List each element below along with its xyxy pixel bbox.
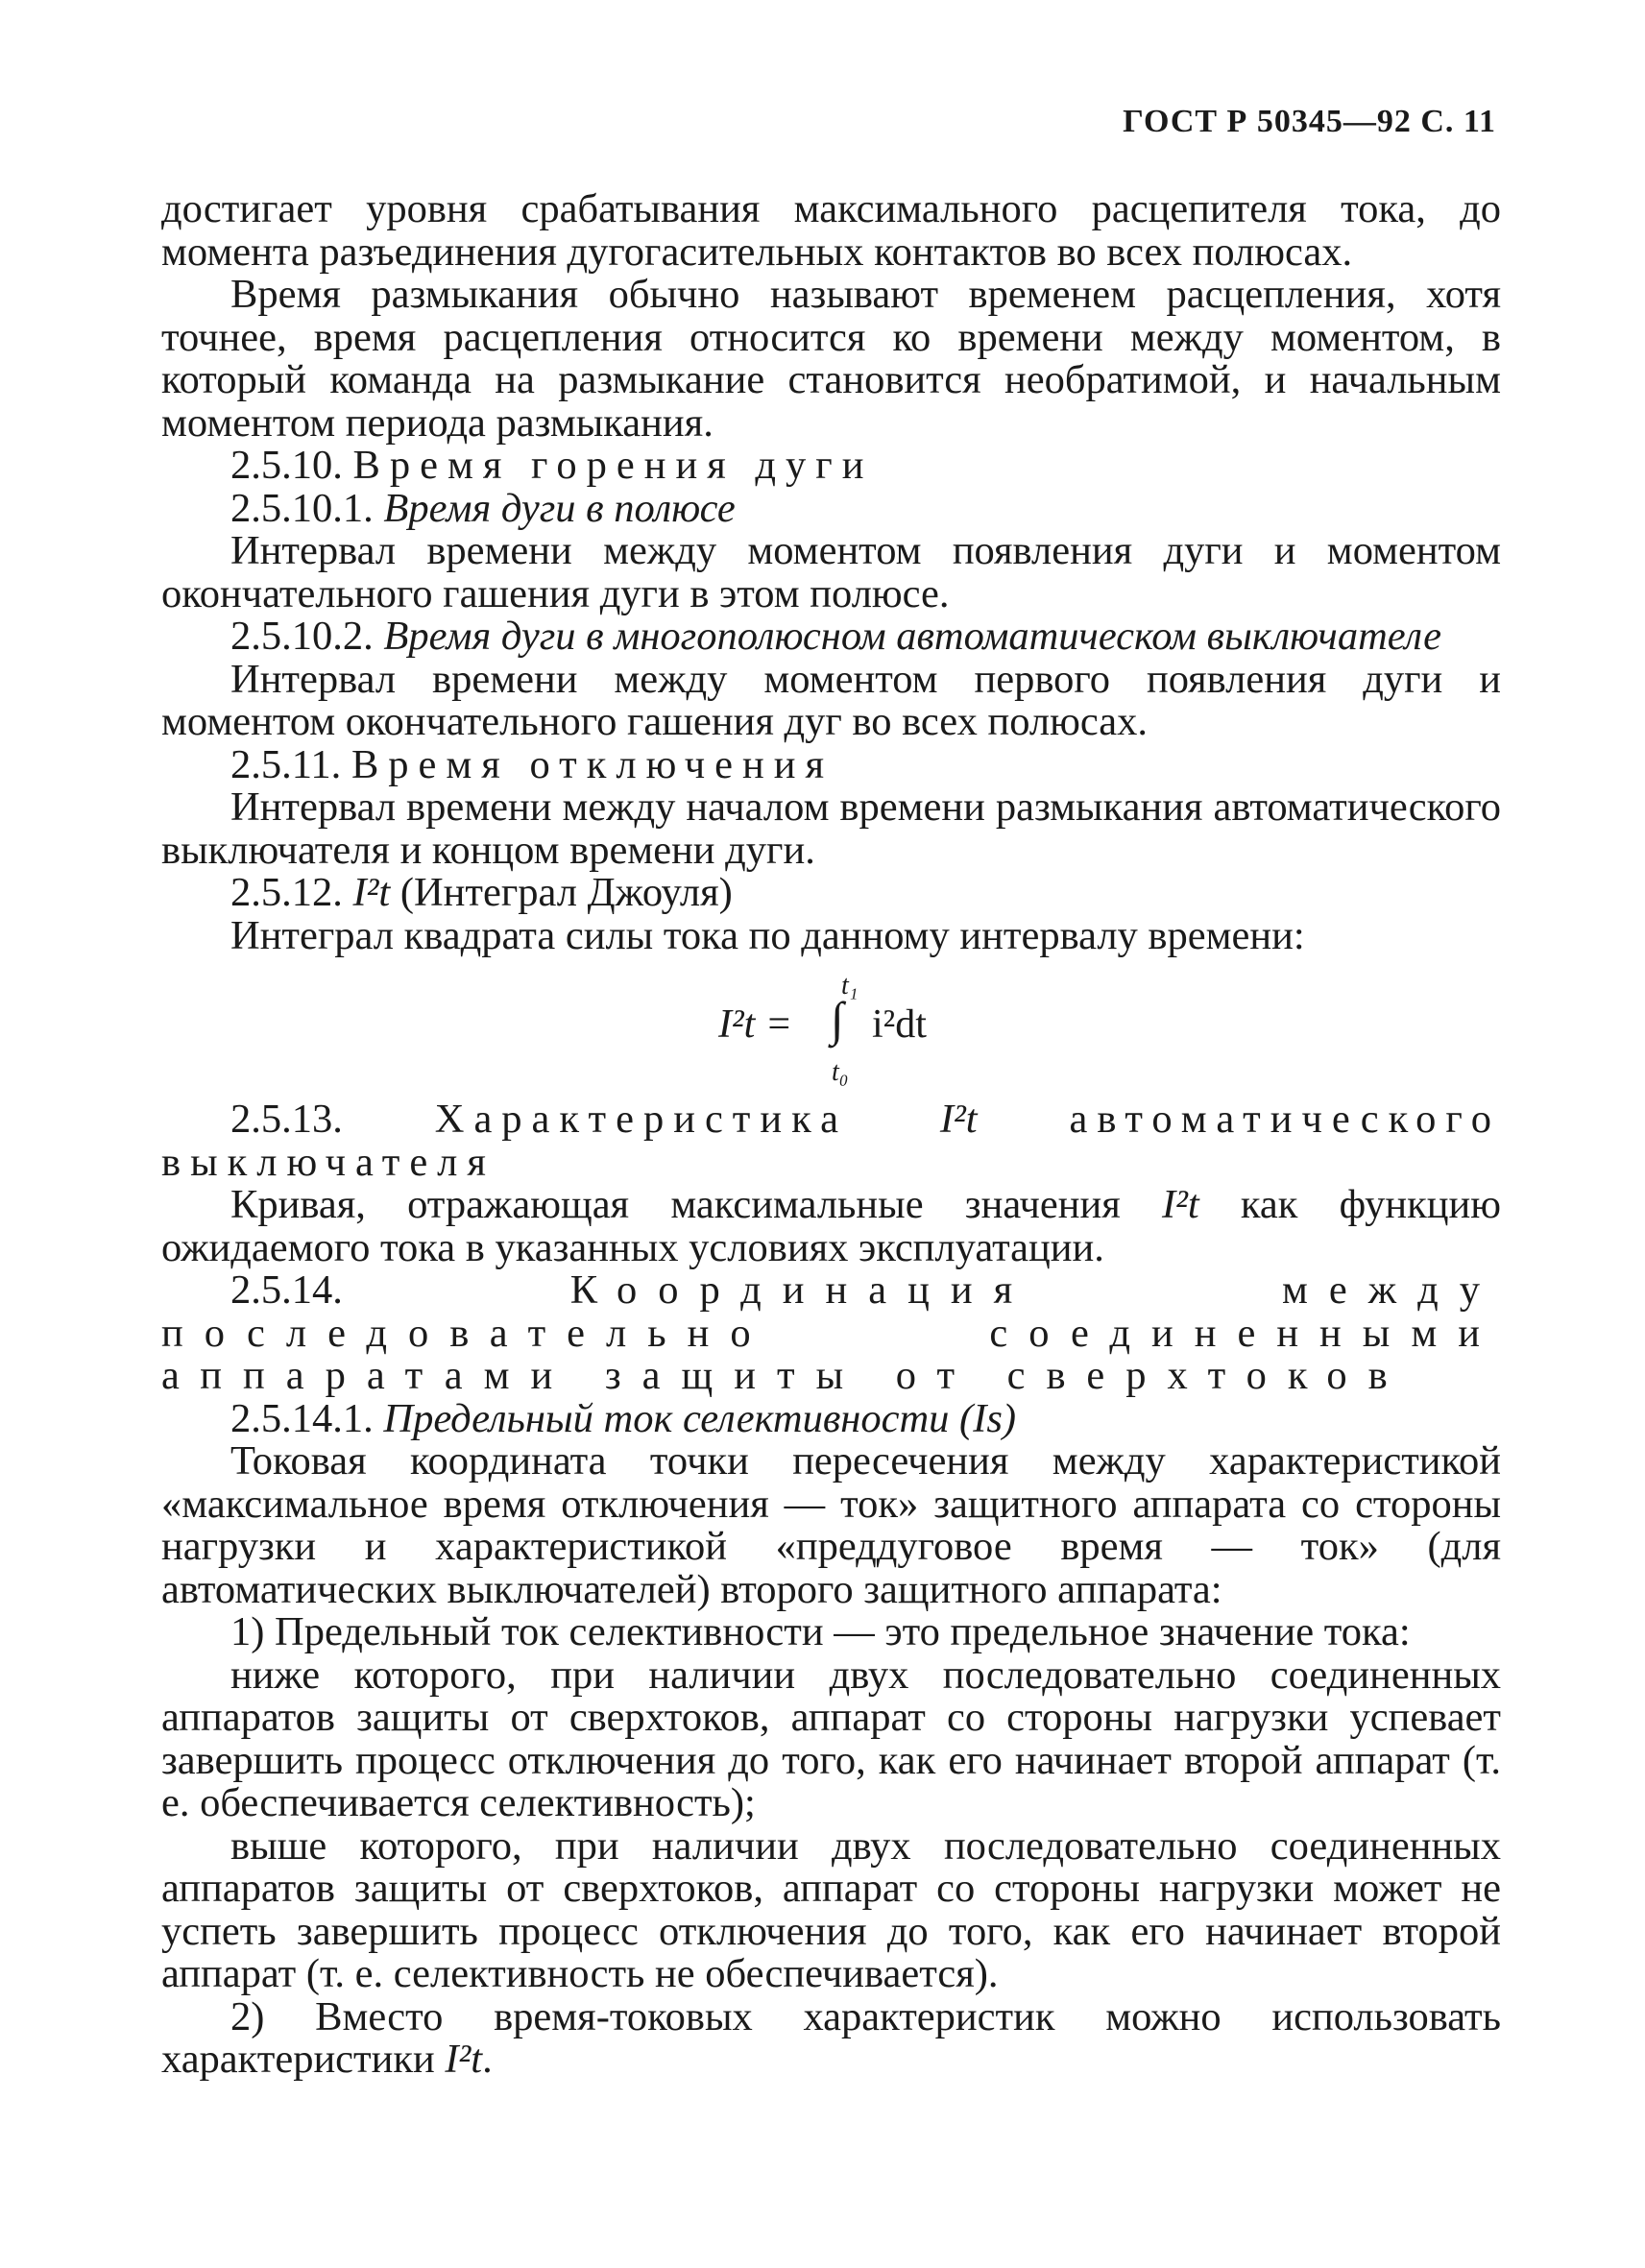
section-heading bbox=[161, 1269, 1501, 1398]
integral-sign: ∫ bbox=[831, 992, 844, 1046]
i2t-symbol: I²t bbox=[939, 1097, 978, 1142]
subsection-heading bbox=[161, 485, 1501, 531]
i2t-symbol: I²t bbox=[445, 2037, 483, 2082]
section-title: (Интеграл Джоуля) bbox=[399, 870, 733, 915]
paragraph: выше которого, при наличии двух последовательно соединенных аппаратов защиты от сверхтоков, аппарат со стороны нагрузки может не успеть завершить процесс отключения до того, как его начинает второй аппарат (т. е. селективность не обеспечивается). bbox=[161, 1822, 1501, 1996]
section-number: 2.5.14.1. bbox=[230, 1395, 374, 1441]
section-number: 2.5.14. bbox=[230, 1267, 343, 1313]
formula-rhs: i²dt bbox=[872, 1002, 927, 1047]
section-title: Время горения дуги bbox=[352, 443, 874, 488]
paragraph-text: 2) Вместо время-токовых характеристик можно использовать характеристики bbox=[161, 1993, 1501, 2082]
paragraph: 1) Предельный ток селективности — это предельное значение тока: bbox=[230, 1609, 1411, 1654]
i2t-symbol: I²t bbox=[352, 870, 391, 915]
joule-integral-formula bbox=[161, 963, 1501, 1093]
section-number: 2.5.10.1. bbox=[230, 485, 374, 531]
integral-lower-limit: t₀ bbox=[832, 1057, 849, 1087]
paragraph-text: Кривая, отражающая максимальные значения bbox=[230, 1182, 1121, 1227]
paragraph: Токовая координата точки пересечения между характеристикой «максимальное время отключения — ток» защитного аппарата со стороны нагрузки и характеристикой «преддуговое время — ток» (для автоматических выключателей) второго защитного аппарата: bbox=[161, 1438, 1501, 1612]
page-header: ГОСТ Р 50345—92 С. 11 bbox=[1123, 104, 1496, 139]
section-title: Время отключения bbox=[351, 741, 834, 787]
integral-upper-limit: t₁ bbox=[841, 971, 859, 1001]
paragraph-text: как функцию ожидаемого тока в указанных условиях эксплуатации. bbox=[161, 1182, 1501, 1270]
section-title: Время дуги в полюсе bbox=[383, 485, 736, 531]
section-title: Характеристика bbox=[434, 1097, 848, 1142]
section-heading bbox=[161, 1098, 1501, 1184]
paragraph: Интервал времени между началом времени размыкания автоматического выключателя и концом времени дуги. bbox=[161, 784, 1501, 873]
paragraph: Интеграл квадрата силы тока по данному интервалу времени: bbox=[230, 912, 1305, 958]
section-heading bbox=[161, 872, 1501, 915]
paragraph: Время размыкания обычно называют временем расцепления, хотя точнее, время расцепления относится ко времени между моментом, в который команда на размыкание становится необратимой, и начальным моментом периода размыкания. bbox=[161, 272, 1501, 446]
section-number: 2.5.13. bbox=[230, 1097, 343, 1142]
section-heading bbox=[161, 445, 1501, 488]
section-number: 2.5.10.2. bbox=[230, 614, 374, 659]
paragraph: достигает уровня срабатывания максимального расцепителя тока, до момента разъединения дугогасительных контактов во всех полюсах. bbox=[161, 186, 1501, 275]
section-title: Предельный ток селективности (Is) bbox=[383, 1395, 1017, 1441]
section-number: 2.5.12. bbox=[230, 870, 343, 915]
section-heading bbox=[161, 741, 1501, 787]
paragraph: ниже которого, при наличии двух последовательно соединенных аппаратов защиты от сверхтоков, аппарат со стороны нагрузки успевает завершить процесс отключения до того, как его начинает второй аппарат (т. е. обеспечивается селективность); bbox=[161, 1652, 1501, 1825]
formula-lhs: I²t = bbox=[718, 1002, 793, 1047]
section-title: автоматического выключателя bbox=[161, 1097, 1501, 1185]
section-title: Координация между последовательно соединенными аппаратами защиты от сверхтоков bbox=[161, 1267, 1501, 1398]
paragraph: Интервал времени между моментом первого появления дуги и моментом окончательного гашения дуг во всех полюсах. bbox=[161, 656, 1501, 744]
i2t-symbol: I²t bbox=[1161, 1182, 1199, 1227]
paragraph bbox=[161, 1993, 1501, 2082]
subsection-heading bbox=[161, 1395, 1501, 1441]
paragraph bbox=[161, 1184, 1501, 1269]
paragraph: Интервал времени между моментом появления дуги и моментом окончательного гашения дуги в этом полюсе. bbox=[161, 528, 1501, 616]
subsection-heading bbox=[161, 615, 1501, 659]
document-body bbox=[161, 188, 1501, 2082]
section-number: 2.5.11. bbox=[230, 741, 342, 787]
section-number: 2.5.10. bbox=[230, 443, 343, 488]
section-title: Время дуги в многополюсном автоматическом выключателе bbox=[383, 614, 1442, 659]
period: . bbox=[482, 2037, 493, 2082]
